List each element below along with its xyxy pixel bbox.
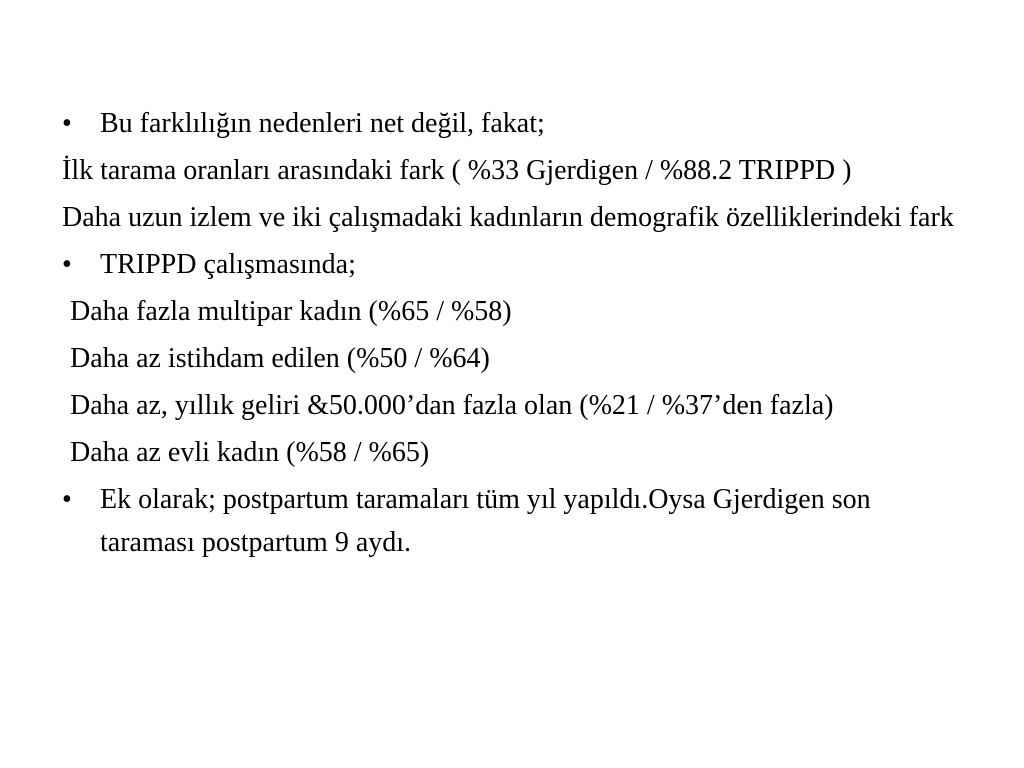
text-line: İlk tarama oranları arasındaki fark ( %33 Gjerdigen / %88.2 TRIPPD ) xyxy=(62,155,852,186)
sub-line: Daha az istihdam edilen (%50 / %64) xyxy=(70,343,490,374)
bullet-text: Ek olarak; postpartum taramaları tüm yıl yapıldı.Oysa Gjerdigen son taraması postpartum 9 aydı. xyxy=(100,484,871,558)
bullet-item xyxy=(62,102,962,145)
text-line: Daha uzun izlem ve iki çalışmadaki kadınların demografik özelliklerindeki fark xyxy=(62,202,954,233)
sub-line: Daha az, yıllık geliri &50.000’dan fazla olan (%21 / %37’den fazla) xyxy=(70,390,834,421)
bullet-icon: • xyxy=(62,108,72,139)
slide-body xyxy=(62,102,962,568)
bullet-item xyxy=(62,478,962,564)
bullet-icon: • xyxy=(62,484,72,515)
bullet-text: Bu farklılığın nedenleri net değil, fakat; xyxy=(100,108,545,139)
bullet-text: TRIPPD çalışmasında; xyxy=(100,249,356,280)
bullet-icon: • xyxy=(62,249,72,280)
sub-line: Daha fazla multipar kadın (%65 / %58) xyxy=(70,296,512,327)
bullet-item xyxy=(62,243,962,286)
sub-line: Daha az evli kadın (%58 / %65) xyxy=(70,437,430,468)
